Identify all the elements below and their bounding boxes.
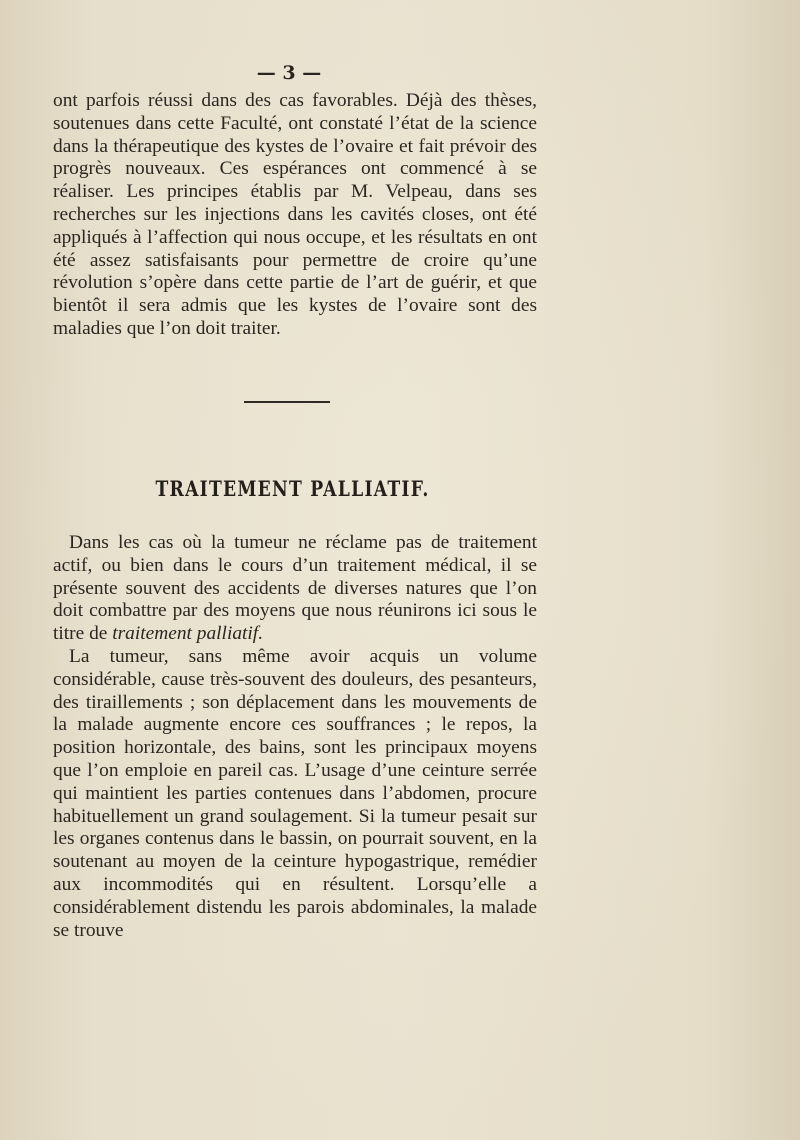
paragraph: La tumeur, sans même avoir acquis un volume considérable, cause très-souvent des douleurs, des pesanteurs, des tiraillements ; son déplacement dans les mouvements de la malade augmente encore ces souffrances ; le repos, la position horizontale, des bains, sont les principaux moyens que l’on emploie en pareil cas. L’usage d’une ceinture serrée qui maintient les parties contenues dans l’abdomen, procure habituellement un grand soulagement. Si la tumeur pesait sur les organes contenus dans le bassin, on pourrait souvent, en la soutenant au moyen de la ceinture hypogastrique, remédier aux incommodités qui en résultent. Lorsqu’elle a considérablement distendu les parois abdominales, la malade se trouve [53, 645, 537, 941]
body-text-top [53, 90, 537, 341]
page-number: — 3 — [256, 62, 322, 84]
section-heading: TRAITEMENT PALLIATIF. [155, 476, 430, 501]
paragraph-text: Dans les cas où la tumeur ne réclame pas de traitement actif, ou bien dans le cours d’un traitement médical, il se présente souvent des accidents de diverses natures que l’on doit combattre par des moyens que nous réunirons ici sous le titre de [53, 532, 537, 645]
italic-term: traitement palliatif. [112, 623, 264, 645]
body-text-bottom [53, 532, 537, 942]
section-divider [244, 401, 330, 403]
paragraph [53, 532, 537, 646]
paragraph: ont parfois réussi dans des cas favorables. Déjà des thèses, soutenues dans cette Faculté, ont constaté l’état de la science dans la thérapeutique des kystes de l’ovaire et fait prévoir des progrès nouveaux. Ces espérances ont commencé à se réaliser. Les principes établis par M. Velpeau, dans ses recherches sur les injections dans les cavités closes, ont été appliqués à l’affection qui nous occupe, et les résultats en ont été assez satisfaisants pour permettre de croire qu’une révolution s’opère dans cette partie de l’art de guérir, et que bientôt il sera admis que les kystes de l’ovaire sont des maladies que l’on doit traiter. [53, 90, 537, 339]
